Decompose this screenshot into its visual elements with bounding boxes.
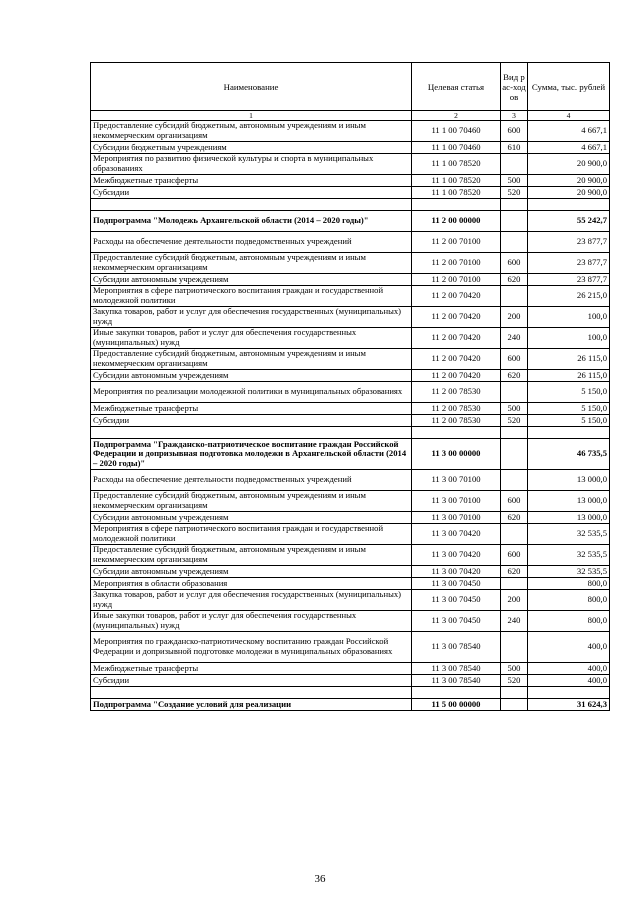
table-row xyxy=(91,121,610,142)
row-name-cell: Субсидии xyxy=(91,675,412,687)
row-expense-type-cell xyxy=(501,199,528,211)
table-row xyxy=(91,470,610,491)
table-row xyxy=(91,154,610,175)
row-sum-cell: 800,0 xyxy=(528,578,610,590)
row-name-cell xyxy=(91,427,412,439)
table-body xyxy=(91,121,610,711)
row-code-cell: 11 3 00 70450 xyxy=(412,578,501,590)
column-number-row xyxy=(91,111,610,121)
row-expense-type-cell: 610 xyxy=(501,142,528,154)
column-number: 1 xyxy=(91,111,412,121)
table-row xyxy=(91,349,610,370)
row-name-cell: Иные закупки товаров, работ и услуг для обеспечения государственных (муниципальных) нужд xyxy=(91,611,412,632)
row-name-cell: Предоставление субсидий бюджетным, автономным учреждениям и иным некоммерческим организациям xyxy=(91,545,412,566)
row-name-cell: Иные закупки товаров, работ и услуг для обеспечения государственных (муниципальных) нужд xyxy=(91,328,412,349)
column-number: 4 xyxy=(528,111,610,121)
row-sum-cell: 55 242,7 xyxy=(528,211,610,232)
table-row xyxy=(91,512,610,524)
row-sum-cell: 800,0 xyxy=(528,590,610,611)
row-code-cell: 11 3 00 70100 xyxy=(412,491,501,512)
row-expense-type-cell xyxy=(501,578,528,590)
row-expense-type-cell xyxy=(501,211,528,232)
row-code-cell: 11 3 00 70420 xyxy=(412,524,501,545)
row-expense-type-cell: 620 xyxy=(501,512,528,524)
table-row xyxy=(91,211,610,232)
row-code-cell: 11 2 00 70100 xyxy=(412,232,501,253)
row-expense-type-cell: 600 xyxy=(501,545,528,566)
row-name-cell: Расходы на обеспечение деятельности подведомственных учреждений xyxy=(91,470,412,491)
column-number: 3 xyxy=(501,111,528,121)
row-code-cell: 11 2 00 78530 xyxy=(412,403,501,415)
row-name-cell: Расходы на обеспечение деятельности подведомственных учреждений xyxy=(91,232,412,253)
row-expense-type-cell xyxy=(501,382,528,403)
row-name-cell: Мероприятия в сфере патриотического воспитания граждан и государственной молодежной политики xyxy=(91,524,412,545)
row-sum-cell: 4 667,1 xyxy=(528,142,610,154)
row-name-cell: Субсидии автономным учреждениям xyxy=(91,566,412,578)
row-name-cell xyxy=(91,687,412,699)
row-name-cell: Субсидии автономным учреждениям xyxy=(91,512,412,524)
row-code-cell: 11 3 00 70420 xyxy=(412,566,501,578)
row-code-cell xyxy=(412,199,501,211)
table-row xyxy=(91,370,610,382)
table-row xyxy=(91,232,610,253)
row-expense-type-cell xyxy=(501,699,528,711)
row-sum-cell: 23 877,7 xyxy=(528,253,610,274)
budget-table xyxy=(90,62,610,711)
row-name-cell: Предоставление субсидий бюджетным, автономным учреждениям и иным некоммерческим организациям xyxy=(91,253,412,274)
row-expense-type-cell xyxy=(501,524,528,545)
row-code-cell: 11 2 00 70420 xyxy=(412,307,501,328)
header-name: Наименование xyxy=(91,63,412,111)
row-expense-type-cell xyxy=(501,232,528,253)
row-sum-cell: 800,0 xyxy=(528,611,610,632)
row-name-cell: Субсидии автономным учреждениям xyxy=(91,370,412,382)
table-row xyxy=(91,566,610,578)
row-code-cell: 11 2 00 00000 xyxy=(412,211,501,232)
table-row xyxy=(91,403,610,415)
table-row xyxy=(91,142,610,154)
row-name-cell: Мероприятия по развитию физической культуры и спорта в муниципальных образованиях xyxy=(91,154,412,175)
row-expense-type-cell xyxy=(501,154,528,175)
row-expense-type-cell: 200 xyxy=(501,590,528,611)
table-row xyxy=(91,175,610,187)
table-row xyxy=(91,274,610,286)
row-expense-type-cell: 620 xyxy=(501,370,528,382)
row-code-cell: 11 2 00 70420 xyxy=(412,370,501,382)
row-code-cell: 11 1 00 70460 xyxy=(412,142,501,154)
row-sum-cell: 20 900,0 xyxy=(528,187,610,199)
row-code-cell: 11 3 00 78540 xyxy=(412,663,501,675)
row-name-cell: Мероприятия в сфере патриотического воспитания граждан и государственной молодежной политики xyxy=(91,286,412,307)
row-name-cell: Межбюджетные трансферты xyxy=(91,403,412,415)
row-expense-type-cell: 520 xyxy=(501,415,528,427)
row-sum-cell: 13 000,0 xyxy=(528,470,610,491)
row-name-cell: Подпрограмма "Гражданско-патриотическое воспитание граждан Российской Федерации и допризывная подготовка молодежи в Архангельской области (2014 – 2020 годы)" xyxy=(91,439,412,470)
row-sum-cell: 5 150,0 xyxy=(528,415,610,427)
header-sum: Сумма, тыс. рублей xyxy=(528,63,610,111)
row-code-cell: 11 3 00 70100 xyxy=(412,512,501,524)
row-sum-cell: 13 000,0 xyxy=(528,512,610,524)
row-sum-cell: 5 150,0 xyxy=(528,403,610,415)
row-expense-type-cell: 600 xyxy=(501,491,528,512)
row-name-cell: Закупка товаров, работ и услуг для обеспечения государственных (муниципальных) нужд xyxy=(91,590,412,611)
row-expense-type-cell: 200 xyxy=(501,307,528,328)
row-expense-type-cell: 520 xyxy=(501,675,528,687)
row-name-cell: Субсидии бюджетным учреждениям xyxy=(91,142,412,154)
column-number: 2 xyxy=(412,111,501,121)
row-expense-type-cell: 600 xyxy=(501,349,528,370)
row-sum-cell: 46 735,5 xyxy=(528,439,610,470)
page-number: 36 xyxy=(314,873,326,885)
row-name-cell: Подпрограмма "Молодежь Архангельской области (2014 – 2020 годы)" xyxy=(91,211,412,232)
row-sum-cell: 100,0 xyxy=(528,328,610,349)
table-row xyxy=(91,382,610,403)
row-expense-type-cell: 500 xyxy=(501,403,528,415)
row-code-cell: 11 2 00 70420 xyxy=(412,349,501,370)
row-name-cell: Предоставление субсидий бюджетным, автономным учреждениям и иным некоммерческим организациям xyxy=(91,349,412,370)
table-row xyxy=(91,524,610,545)
row-name-cell: Субсидии автономным учреждениям xyxy=(91,274,412,286)
row-name-cell: Подпрограмма "Создание условий для реализации xyxy=(91,699,412,711)
row-code-cell: 11 3 00 78540 xyxy=(412,632,501,663)
row-sum-cell xyxy=(528,199,610,211)
row-expense-type-cell: 500 xyxy=(501,175,528,187)
row-name-cell: Межбюджетные трансферты xyxy=(91,663,412,675)
row-sum-cell xyxy=(528,427,610,439)
table-row xyxy=(91,578,610,590)
blank-row xyxy=(91,427,610,439)
row-sum-cell: 23 877,7 xyxy=(528,274,610,286)
row-expense-type-cell: 500 xyxy=(501,663,528,675)
table-row xyxy=(91,328,610,349)
row-code-cell: 11 5 00 00000 xyxy=(412,699,501,711)
row-code-cell: 11 2 00 70420 xyxy=(412,286,501,307)
table-row xyxy=(91,439,610,470)
row-sum-cell: 26 215,0 xyxy=(528,286,610,307)
table-row xyxy=(91,253,610,274)
row-sum-cell: 4 667,1 xyxy=(528,121,610,142)
row-sum-cell: 400,0 xyxy=(528,632,610,663)
row-code-cell: 11 3 00 70420 xyxy=(412,545,501,566)
row-code-cell: 11 2 00 70100 xyxy=(412,274,501,286)
row-sum-cell: 26 115,0 xyxy=(528,370,610,382)
row-sum-cell: 5 150,0 xyxy=(528,382,610,403)
row-expense-type-cell: 240 xyxy=(501,611,528,632)
row-code-cell: 11 3 00 70450 xyxy=(412,590,501,611)
blank-row xyxy=(91,199,610,211)
row-code-cell: 11 1 00 70460 xyxy=(412,121,501,142)
row-expense-type-cell xyxy=(501,632,528,663)
row-expense-type-cell xyxy=(501,470,528,491)
row-code-cell: 11 1 00 78520 xyxy=(412,175,501,187)
row-expense-type-cell: 620 xyxy=(501,274,528,286)
row-name-cell: Мероприятия по реализации молодежной политики в муниципальных образованиях xyxy=(91,382,412,403)
row-name-cell: Мероприятия по гражданско-патриотическому воспитанию граждан Российской Федерации и допризывной подготовке молодежи в муниципальных образованиях xyxy=(91,632,412,663)
row-name-cell: Мероприятия в области образования xyxy=(91,578,412,590)
row-expense-type-cell xyxy=(501,286,528,307)
table-row xyxy=(91,415,610,427)
row-code-cell: 11 3 00 78540 xyxy=(412,675,501,687)
table-row xyxy=(91,286,610,307)
table-row xyxy=(91,675,610,687)
row-sum-cell xyxy=(528,687,610,699)
table-row xyxy=(91,663,610,675)
row-name-cell: Межбюджетные трансферты xyxy=(91,175,412,187)
table-row xyxy=(91,632,610,663)
row-sum-cell: 32 535,5 xyxy=(528,545,610,566)
row-code-cell: 11 3 00 00000 xyxy=(412,439,501,470)
row-code-cell: 11 3 00 70450 xyxy=(412,611,501,632)
row-expense-type-cell: 600 xyxy=(501,121,528,142)
row-sum-cell: 400,0 xyxy=(528,675,610,687)
row-expense-type-cell: 240 xyxy=(501,328,528,349)
row-expense-type-cell xyxy=(501,439,528,470)
row-expense-type-cell: 520 xyxy=(501,187,528,199)
table-row xyxy=(91,611,610,632)
row-name-cell: Субсидии xyxy=(91,415,412,427)
row-code-cell: 11 2 00 70100 xyxy=(412,253,501,274)
row-code-cell: 11 1 00 78520 xyxy=(412,154,501,175)
row-code-cell xyxy=(412,687,501,699)
row-name-cell xyxy=(91,199,412,211)
row-code-cell: 11 3 00 70100 xyxy=(412,470,501,491)
row-expense-type-cell xyxy=(501,687,528,699)
row-code-cell: 11 2 00 78530 xyxy=(412,415,501,427)
row-code-cell: 11 2 00 78530 xyxy=(412,382,501,403)
table-row xyxy=(91,590,610,611)
row-name-cell: Предоставление субсидий бюджетным, автономным учреждениям и иным некоммерческим организациям xyxy=(91,491,412,512)
row-sum-cell: 20 900,0 xyxy=(528,154,610,175)
table-row xyxy=(91,187,610,199)
blank-row xyxy=(91,687,610,699)
row-code-cell xyxy=(412,427,501,439)
row-name-cell: Предоставление субсидий бюджетным, автономным учреждениям и иным некоммерческим организациям xyxy=(91,121,412,142)
row-expense-type-cell xyxy=(501,427,528,439)
row-sum-cell: 32 535,5 xyxy=(528,524,610,545)
row-name-cell: Закупка товаров, работ и услуг для обеспечения государственных (муниципальных) нужд xyxy=(91,307,412,328)
row-sum-cell: 31 624,3 xyxy=(528,699,610,711)
row-sum-cell: 400,0 xyxy=(528,663,610,675)
row-code-cell: 11 1 00 78520 xyxy=(412,187,501,199)
table-row xyxy=(91,491,610,512)
row-sum-cell: 26 115,0 xyxy=(528,349,610,370)
table-header-row xyxy=(91,63,610,111)
row-expense-type-cell: 620 xyxy=(501,566,528,578)
row-expense-type-cell: 600 xyxy=(501,253,528,274)
row-sum-cell: 100,0 xyxy=(528,307,610,328)
table-row xyxy=(91,307,610,328)
table-row xyxy=(91,699,610,711)
header-code: Целевая статья xyxy=(412,63,501,111)
row-sum-cell: 32 535,5 xyxy=(528,566,610,578)
row-code-cell: 11 2 00 70420 xyxy=(412,328,501,349)
row-name-cell: Субсидии xyxy=(91,187,412,199)
table-row xyxy=(91,545,610,566)
row-sum-cell: 13 000,0 xyxy=(528,491,610,512)
row-sum-cell: 20 900,0 xyxy=(528,175,610,187)
row-sum-cell: 23 877,7 xyxy=(528,232,610,253)
header-expense-type: Вид рас-ходов xyxy=(501,63,528,111)
